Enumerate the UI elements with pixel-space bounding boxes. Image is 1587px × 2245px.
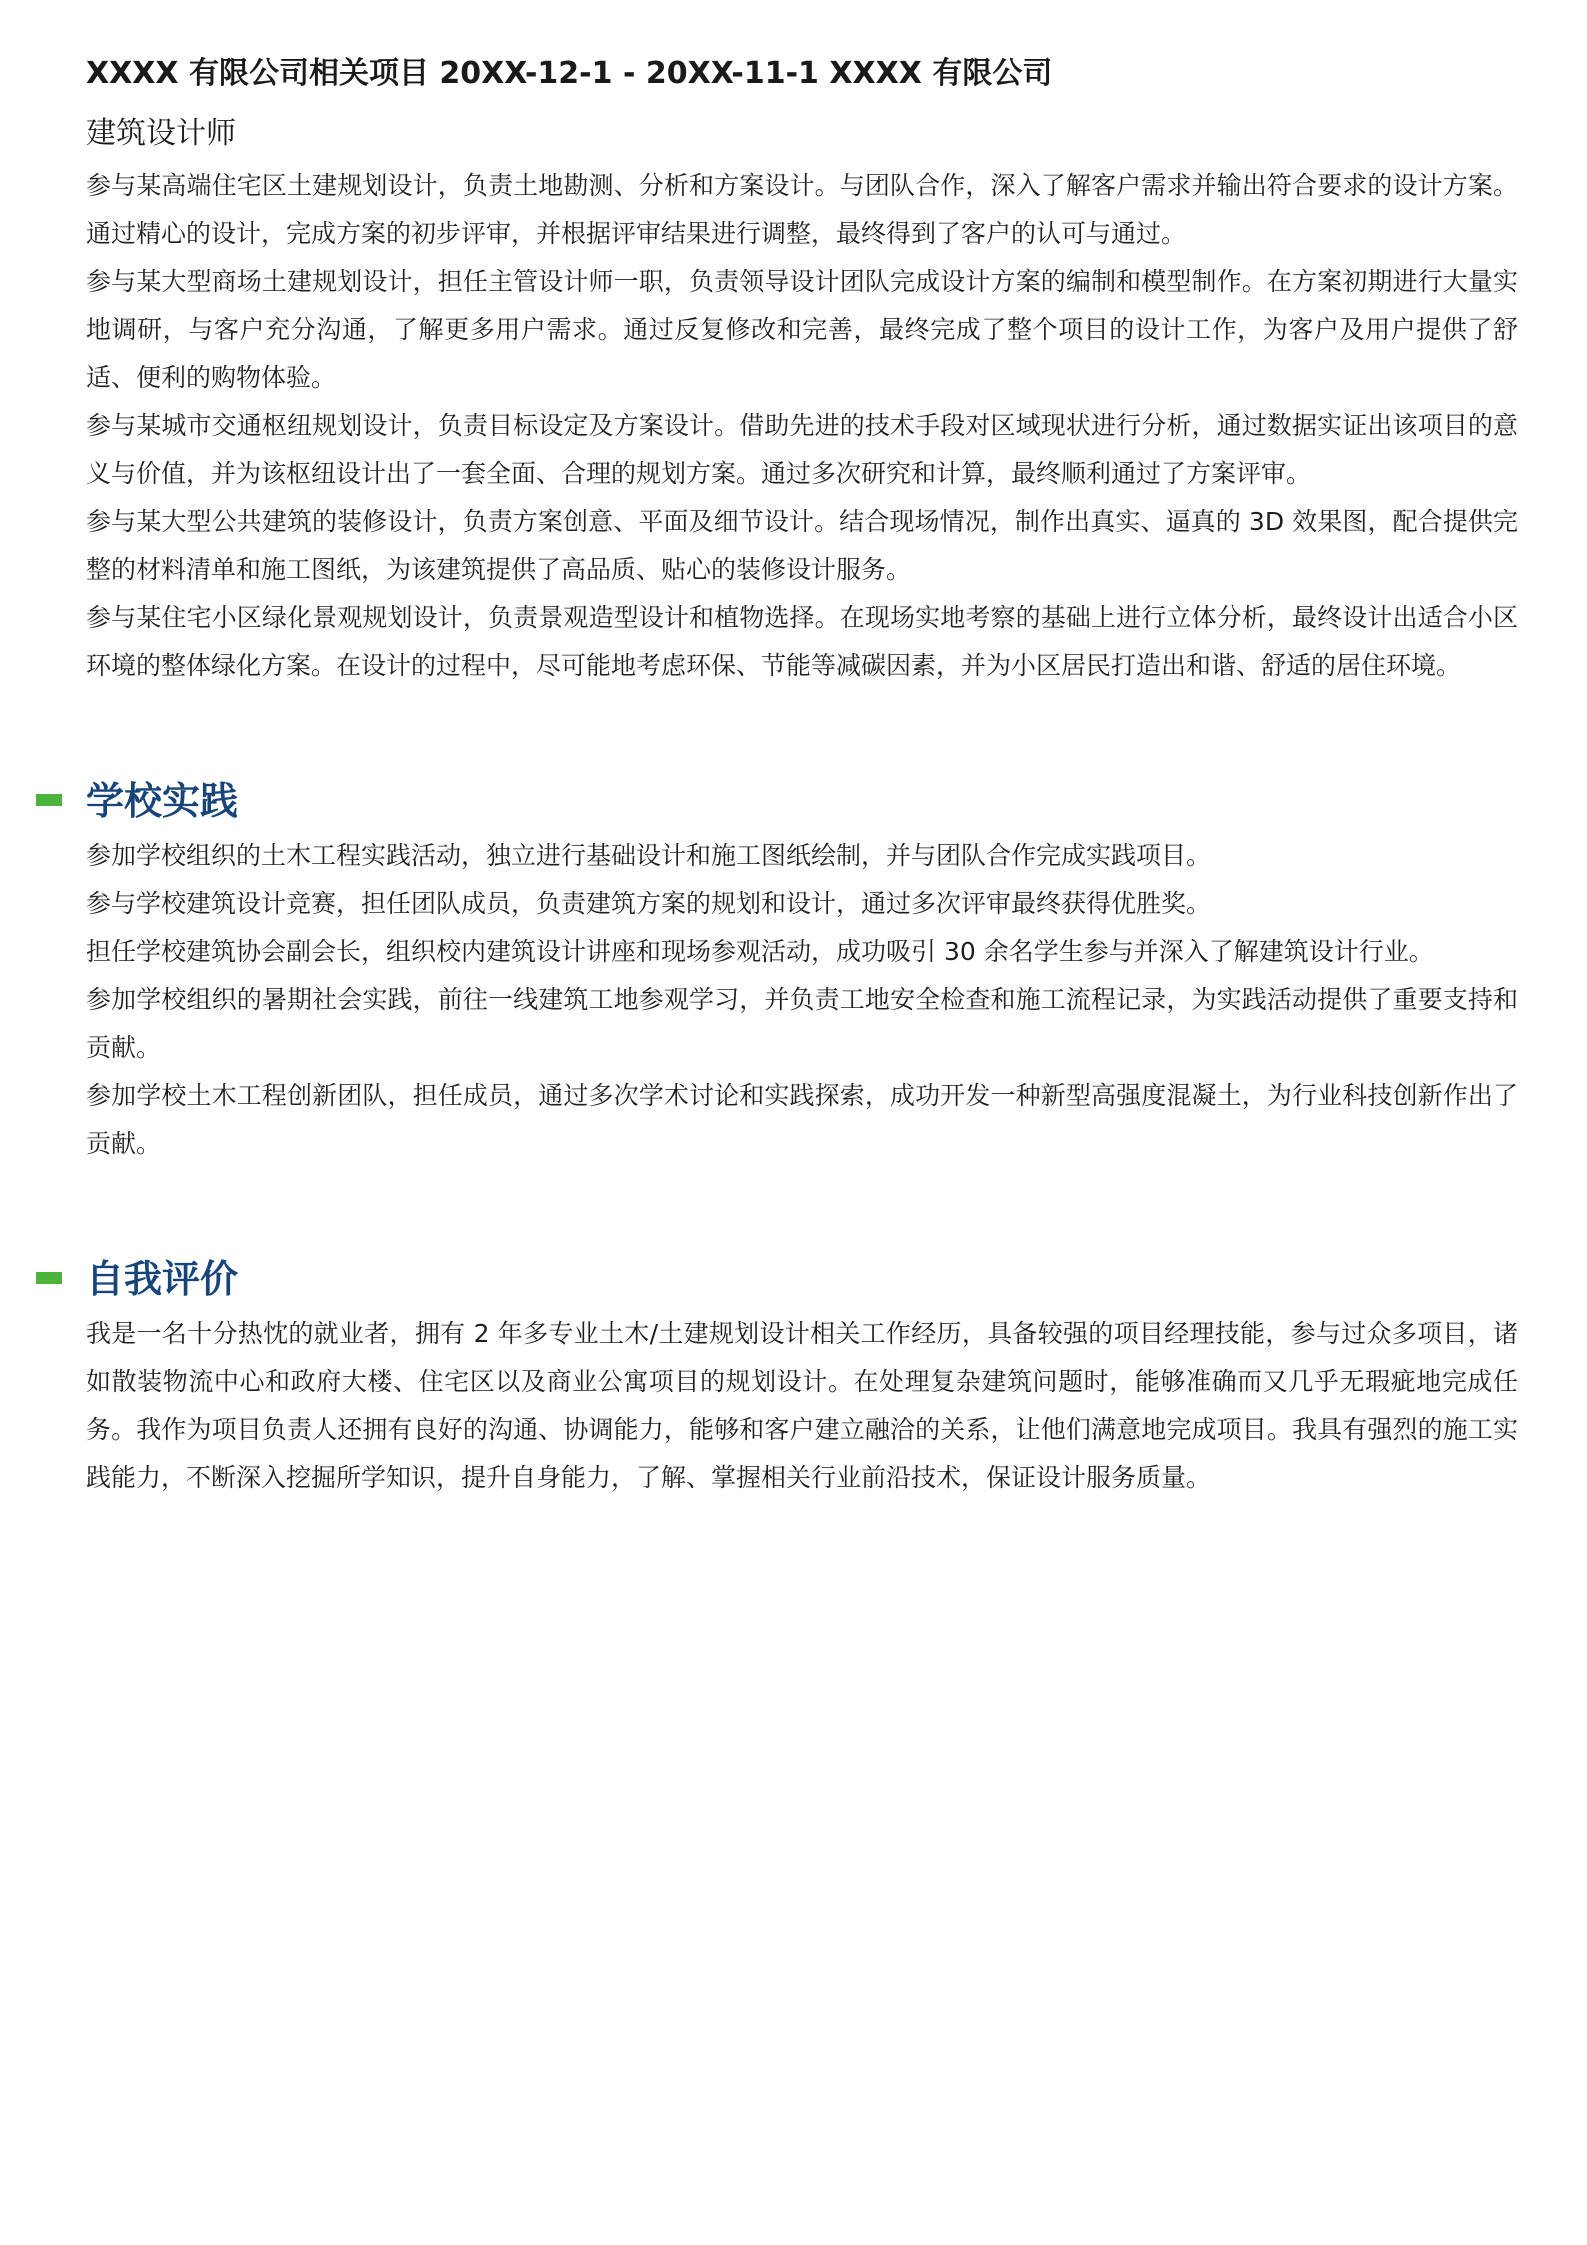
section-heading [86, 1250, 1518, 1308]
work-paragraph: 参与某大型商场土建规划设计，担任主管设计师一职，负责领导设计团队完成设计方案的编制和模型制作。在方案初期进行大量实地调研，与客户充分沟通，了解更多用户需求。通过反复修改和完善，最终完成了整个项目的设计工作，为客户及用户提供了舒适、便利的购物体验。 [86, 267, 1518, 392]
job-header: XXXX 有限公司相关项目 20XX-12-1 - 20XX-11-1 XXXX 有限公司 [86, 56, 1053, 91]
resume-content [86, 52, 1518, 1502]
section-title: 自我评价 [86, 1257, 239, 1301]
work-paragraphs [86, 162, 1518, 690]
section-title: 学校实践 [86, 779, 239, 823]
section-marker-icon [36, 1272, 62, 1284]
school-paragraph: 参与学校建筑设计竞赛，担任团队成员，负责建筑方案的规划和设计，通过多次评审最终获得优胜奖。 [86, 889, 1212, 918]
school-paragraph: 参加学校组织的暑期社会实践，前往一线建筑工地参观学习，并负责工地安全检查和施工流程记录，为实践活动提供了重要支持和贡献。 [86, 985, 1518, 1062]
work-paragraph: 参与某住宅小区绿化景观规划设计，负责景观造型设计和植物选择。在现场实地考察的基础上进行立体分析，最终设计出适合小区环境的整体绿化方案。在设计的过程中，尽可能地考虑环保、节能等减碳因素，并为小区居民打造出和谐、舒适的居住环境。 [86, 603, 1518, 680]
section-heading [86, 772, 1518, 830]
self-paragraphs [86, 1310, 1518, 1502]
self-paragraph: 我是一名十分热忱的就业者，拥有 2 年多专业土木/土建规划设计相关工作经历，具备较强的项目经理技能，参与过众多项目，诸如散装物流中心和政府大楼、住宅区以及商业公寓项目的规划设计。在处理复杂建筑问题时，能够准确而又几乎无瑕疵地完成任务。我作为项目负责人还拥有良好的沟通、协调能力，能够和客户建立融洽的关系，让他们满意地完成项目。我具有强烈的施工实践能力，不断深入挖掘所学知识，提升自身能力，了解、掌握相关行业前沿技术，保证设计服务质量。 [86, 1319, 1518, 1492]
work-experience-section [86, 52, 1518, 690]
school-paragraph: 参加学校组织的土木工程实践活动，独立进行基础设计和施工图纸绘制，并与团队合作完成实践项目。 [86, 841, 1212, 870]
job-role: 建筑设计师 [86, 116, 236, 151]
work-paragraph: 参与某高端住宅区土建规划设计，负责土地勘测、分析和方案设计。与团队合作，深入了解客户需求并输出符合要求的设计方案。通过精心的设计，完成方案的初步评审，并根据评审结果进行调整，最终得到了客户的认可与通过。 [86, 171, 1518, 248]
school-paragraph: 担任学校建筑协会副会长，组织校内建筑设计讲座和现场参观活动，成功吸引 30 余名学生参与并深入了解建筑设计行业。 [86, 937, 1434, 966]
self-evaluation-section [86, 1250, 1518, 1502]
work-paragraph: 参与某大型公共建筑的装修设计，负责方案创意、平面及细节设计。结合现场情况，制作出真实、逼真的 3D 效果图，配合提供完整的材料清单和施工图纸，为该建筑提供了高品质、贴心的装修设计服务。 [86, 507, 1518, 584]
work-paragraph: 参与某城市交通枢纽规划设计，负责目标设定及方案设计。借助先进的技术手段对区域现状进行分析，通过数据实证出该项目的意义与价值，并为该枢纽设计出了一套全面、合理的规划方案。通过多次研究和计算，最终顺利通过了方案评审。 [86, 411, 1518, 488]
school-paragraph: 参加学校土木工程创新团队，担任成员，通过多次学术讨论和实践探索，成功开发一种新型高强度混凝土，为行业科技创新作出了贡献。 [86, 1081, 1518, 1158]
school-practice-section [86, 772, 1518, 1168]
section-marker-icon [36, 794, 62, 806]
school-paragraphs [86, 832, 1518, 1168]
